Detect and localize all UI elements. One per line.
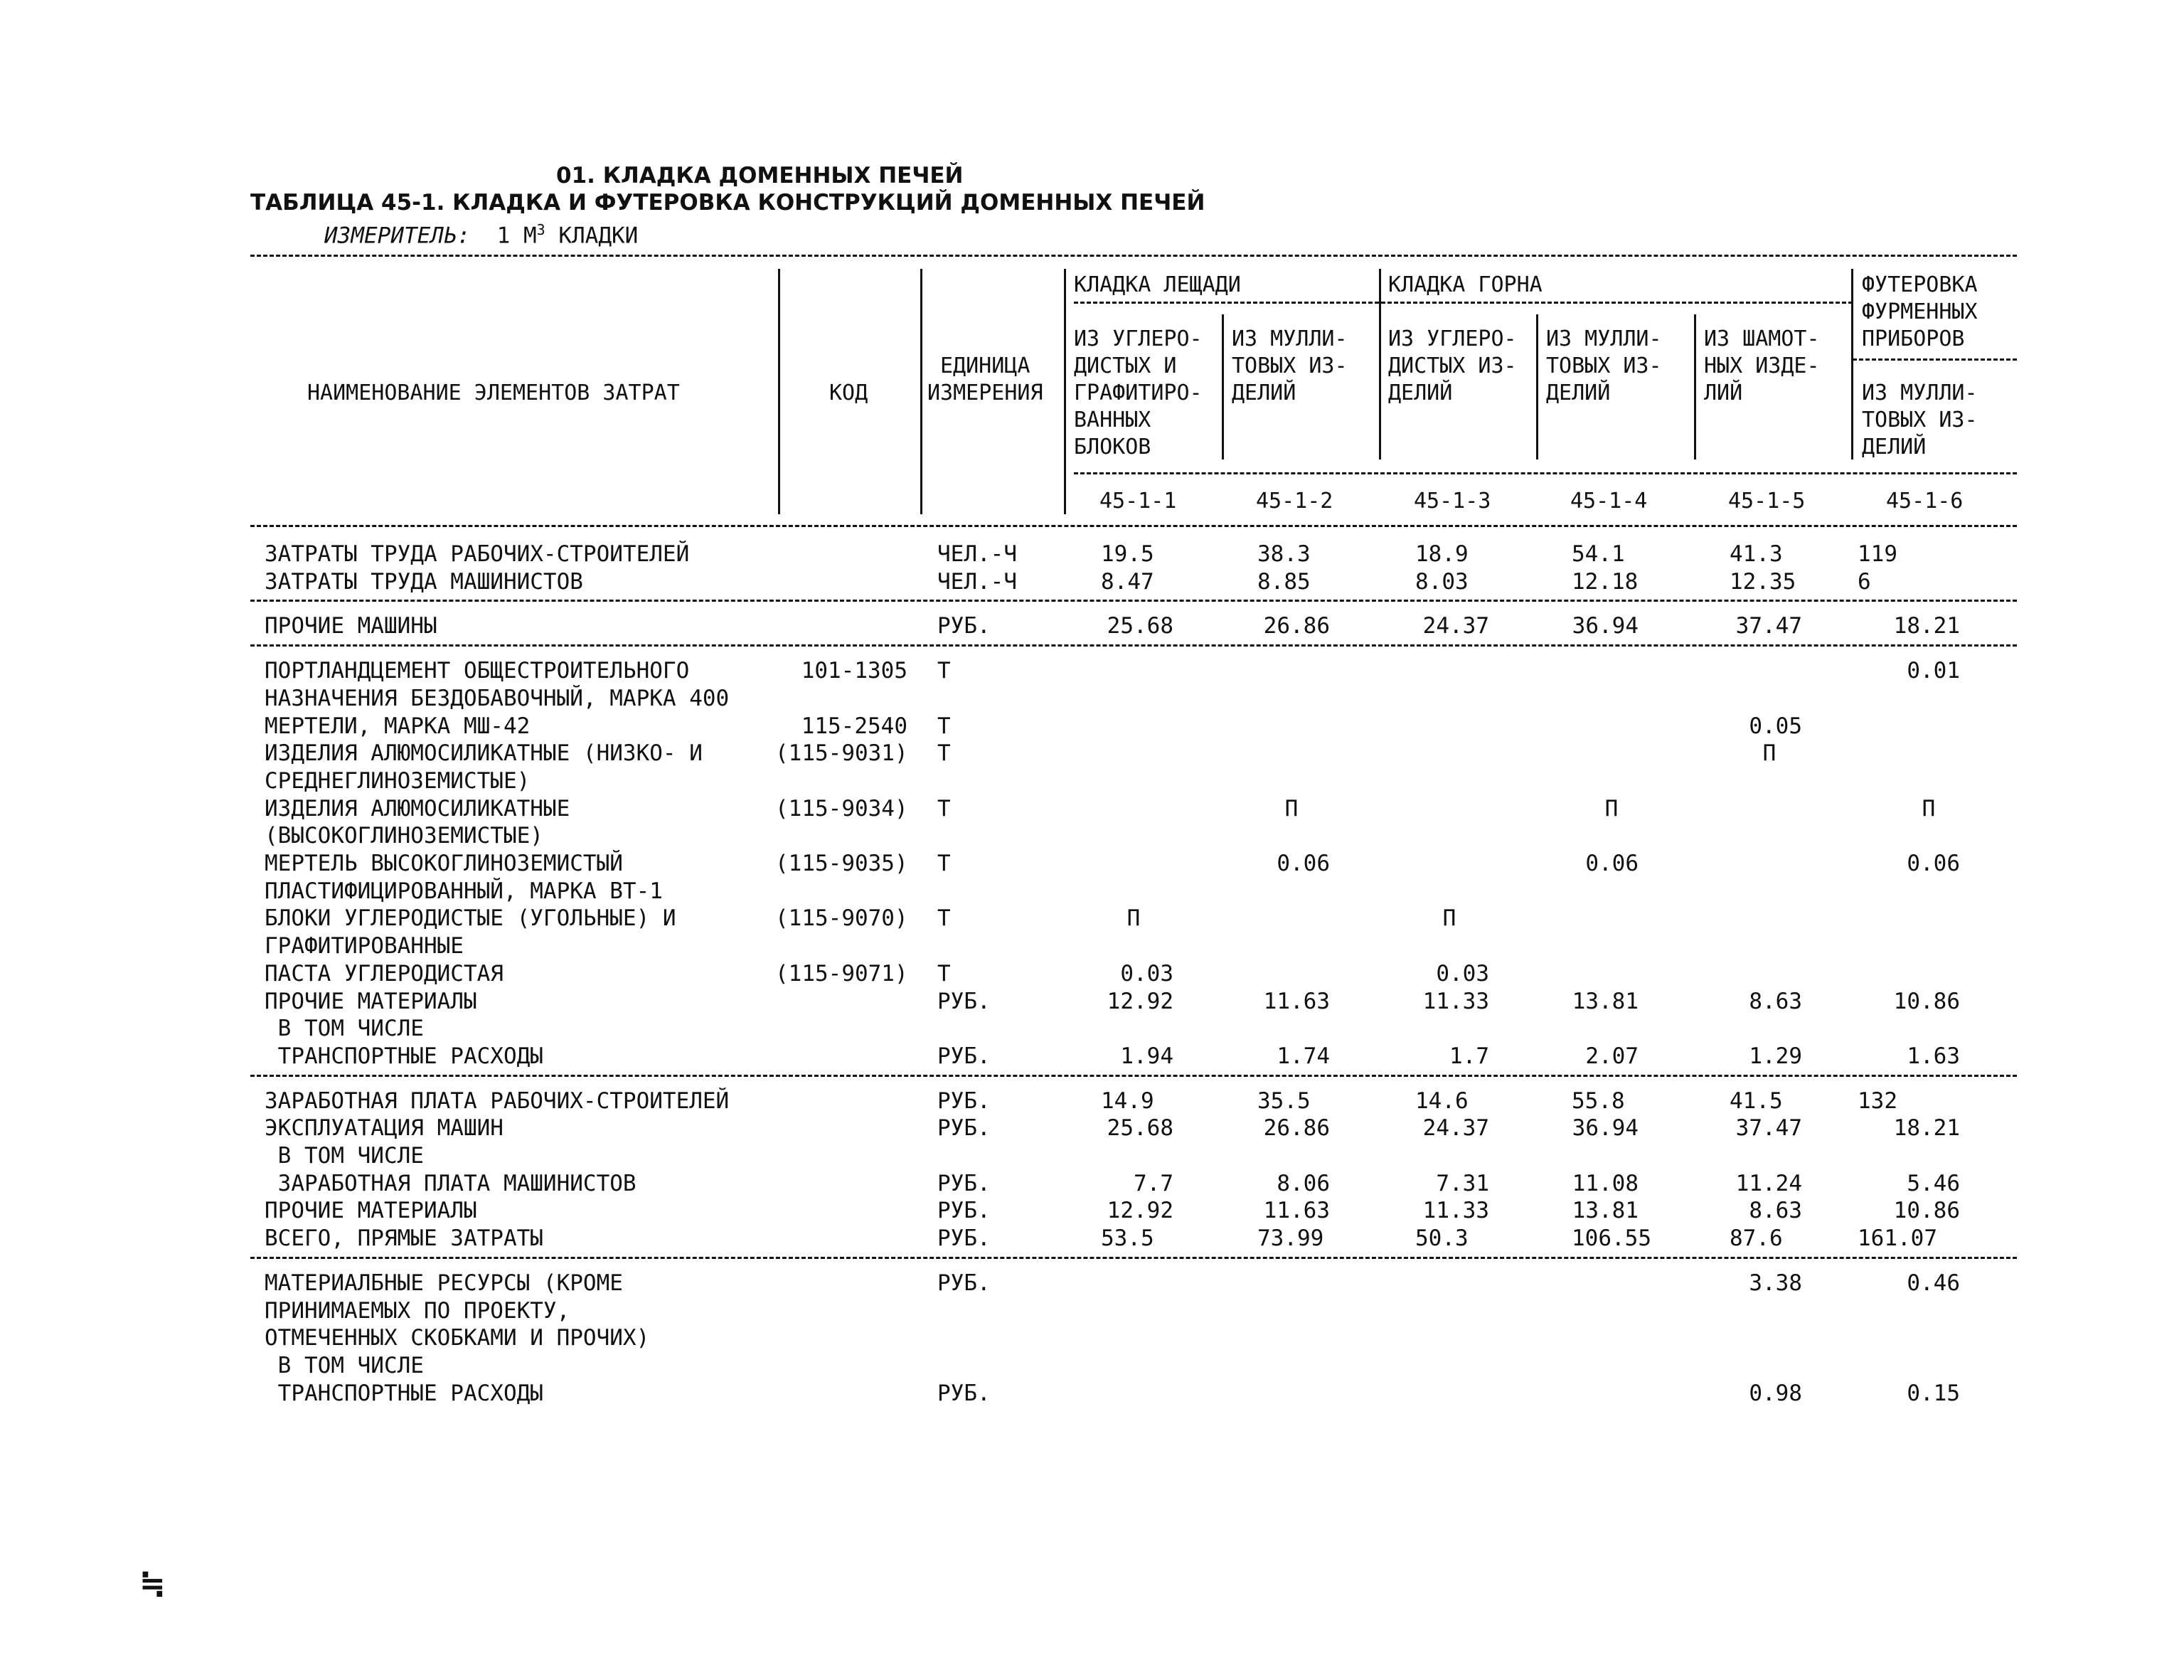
row-value: 11.63 [1263, 1198, 1330, 1223]
row-value: 18.21 [1893, 613, 1960, 639]
row-name: ВСЕГО, ПРЯМЫЕ ЗАТРАТЫ [265, 1226, 543, 1251]
row-value: 7.7 [1134, 1171, 1173, 1196]
row-name: ТРАНСПОРТНЫЕ РАСХОДЫ [265, 1043, 543, 1069]
row-value: 13.81 [1572, 989, 1639, 1014]
group-lining-header-1: ФУТЕРОВКА [1862, 272, 1978, 297]
section-separator [250, 600, 2017, 602]
measure-label: ИЗМЕРИТЕЛЬ: [324, 223, 471, 249]
row-code: (115-9070) [775, 905, 908, 931]
row-name: ОТМЕЧЕННЫХ СКОБКАМИ И ПРОЧИХ) [265, 1325, 650, 1351]
row-unit: РУБ. [937, 1381, 991, 1406]
col-code-label: 45-1-1 [1099, 489, 1177, 514]
subcol-1-line: ВАННЫХ [1074, 408, 1151, 432]
header-bottom-rule [250, 525, 2017, 527]
row-value: 1.29 [1749, 1043, 1802, 1069]
row-value: 12.92 [1107, 1198, 1173, 1223]
row-value: 11.08 [1572, 1171, 1639, 1196]
subcol-5-line: ИЗ ШАМОТ- [1704, 326, 1820, 351]
row-code: 115-2540 [801, 713, 907, 739]
row-value: 8.03 [1415, 569, 1469, 595]
row-value: 19.5 [1101, 541, 1154, 567]
row-value: П [1126, 905, 1141, 931]
row-unit: РУБ. [937, 989, 991, 1014]
lining-rule [1853, 358, 2017, 361]
row-value: 0.06 [1585, 851, 1639, 876]
subcol-3-line: ДЕЛИЙ [1388, 381, 1453, 405]
row-value: П [1284, 796, 1299, 822]
row-name: ПРОЧИЕ МАТЕРИАЛЫ [265, 1198, 477, 1223]
col-code-label: 45-1-6 [1886, 489, 1964, 514]
row-unit: РУБ. [937, 1226, 991, 1251]
row-unit: ЧЕЛ.-Ч [937, 541, 1017, 567]
row-value: 0.05 [1749, 713, 1802, 739]
row-name: ИЗДЕЛИЯ АЛЮМОСИЛИКАТНЫЕ [265, 796, 570, 822]
subcol-5-line: ЛИЙ [1704, 381, 1743, 405]
row-value: 11.24 [1735, 1171, 1802, 1196]
section-title: 01. КЛАДКА ДОМЕННЫХ ПЕЧЕЙ [556, 163, 964, 188]
row-value: 24.37 [1422, 613, 1489, 639]
subcol-1-line: ГРАФИТИРО- [1074, 381, 1203, 405]
row-value: 11.63 [1263, 989, 1330, 1014]
table-title: ТАБЛИЦА 45-1. КЛАДКА И ФУТЕРОВКА КОНСТРУКЦИЙ ДОМЕННЫХ ПЕЧЕЙ [250, 190, 1205, 216]
row-value: 1.74 [1277, 1043, 1330, 1069]
row-value: 5.46 [1907, 1171, 1960, 1196]
section-separator [250, 1257, 2017, 1259]
row-value: 14.9 [1101, 1088, 1154, 1114]
row-name: ПЛАСТИФИЦИРОВАННЫЙ, МАРКА ВТ-1 [265, 878, 663, 904]
row-value: 10.86 [1893, 1198, 1960, 1223]
row-value: 7.31 [1436, 1171, 1489, 1196]
row-value: 18.21 [1893, 1115, 1960, 1141]
col-code-label: 45-1-3 [1414, 489, 1491, 514]
row-value: 132 [1858, 1088, 1897, 1114]
subcol-6-line: ИЗ МУЛЛИ- [1862, 381, 1978, 405]
row-value: 37.47 [1735, 613, 1802, 639]
subcol-3-line: ИЗ УГЛЕРО- [1388, 326, 1517, 351]
row-value: 11.33 [1422, 1198, 1489, 1223]
page-mark: ≒ [139, 1565, 166, 1602]
subcol-3-line: ДИСТЫХ ИЗ- [1388, 353, 1517, 378]
subcol-2-line: ТОВЫХ ИЗ- [1232, 353, 1348, 378]
measure-sup: 3 [536, 221, 545, 238]
vbar-unit [1064, 269, 1066, 514]
row-unit: РУБ. [937, 1115, 991, 1141]
row-name: НАЗНАЧЕНИЯ БЕЗДОБАВОЧНЫЙ, МАРКА 400 [265, 686, 730, 711]
group-lining-header-2: ФУРМЕННЫХ [1862, 299, 1978, 324]
vbar-name [778, 269, 780, 514]
row-value: 8.47 [1101, 569, 1154, 595]
row-value: 1.63 [1907, 1043, 1960, 1069]
row-name: (ВЫСОКОГЛИНОЗЕМИСТЫЕ) [265, 823, 543, 849]
row-value: 161.07 [1858, 1226, 1937, 1251]
section-separator [250, 644, 2017, 647]
row-value: 0.03 [1120, 961, 1173, 987]
group-rule [1074, 302, 1853, 304]
row-value: 11.33 [1422, 989, 1489, 1014]
row-name: ЭКСПЛУАТАЦИЯ МАШИН [265, 1115, 504, 1141]
row-value: 3.38 [1749, 1270, 1802, 1296]
subcol-6-line: ДЕЛИЙ [1862, 435, 1927, 459]
row-unit: РУБ. [937, 1088, 991, 1114]
row-unit: Т [937, 740, 951, 766]
row-value: 8.06 [1277, 1171, 1330, 1196]
header-top-rule [250, 255, 2017, 257]
row-name: В ТОМ ЧИСЛЕ [265, 1353, 424, 1378]
row-unit: Т [937, 658, 951, 684]
row-code: 101-1305 [801, 658, 907, 684]
row-unit: Т [937, 713, 951, 739]
row-value: 26.86 [1263, 1115, 1330, 1141]
codes-rule [1074, 472, 2017, 474]
row-value: П [1604, 796, 1619, 822]
row-name: ЗАРАБОТНАЯ ПЛАТА РАБОЧИХ-СТРОИТЕЛЕЙ [265, 1088, 730, 1114]
vbar-c1 [1222, 314, 1224, 459]
row-unit: РУБ. [937, 1270, 991, 1296]
row-value: 0.06 [1907, 851, 1960, 876]
vbar-code [920, 269, 922, 514]
col-code-label: 45-1-2 [1256, 489, 1333, 514]
row-value: 41.5 [1730, 1088, 1783, 1114]
vbar-c5 [1851, 269, 1853, 459]
subcol-2-line: ДЕЛИЙ [1232, 381, 1296, 405]
row-name: БЛОКИ УГЛЕРОДИСТЫЕ (УГОЛЬНЫЕ) И [265, 905, 676, 931]
row-value: 18.9 [1415, 541, 1469, 567]
row-unit: РУБ. [937, 1043, 991, 1069]
row-name: ИЗДЕЛИЯ АЛЮМОСИЛИКАТНЫЕ (НИЗКО- И [265, 740, 703, 766]
row-value: 54.1 [1572, 541, 1625, 567]
subcol-1-line: ДИСТЫХ И [1074, 353, 1177, 378]
row-value: 55.8 [1572, 1088, 1625, 1114]
row-value: 13.81 [1572, 1198, 1639, 1223]
group-lining-header-3: ПРИБОРОВ [1862, 326, 1965, 351]
row-value: 25.68 [1107, 1115, 1173, 1141]
row-name: МЕРТЕЛЬ ВЫСОКОГЛИНОЗЕМИСТЫЙ [265, 851, 623, 876]
col-code-header: КОД [829, 381, 868, 405]
row-value: 1.94 [1120, 1043, 1173, 1069]
subcol-5-line: НЫХ ИЗДЕ- [1704, 353, 1820, 378]
row-value: 36.94 [1572, 613, 1639, 639]
row-value: 8.85 [1257, 569, 1311, 595]
row-value: 0.06 [1277, 851, 1330, 876]
col-code-label: 45-1-4 [1570, 489, 1648, 514]
row-unit: ЧЕЛ.-Ч [937, 569, 1017, 595]
row-value: П [1762, 740, 1777, 766]
row-value: 35.5 [1257, 1088, 1311, 1114]
row-unit: Т [937, 796, 951, 822]
row-value: 0.98 [1749, 1381, 1802, 1406]
row-name: ПРОЧИЕ МАТЕРИАЛЫ [265, 989, 477, 1014]
row-value: 50.3 [1415, 1226, 1469, 1251]
section-separator [250, 1075, 2017, 1077]
row-value: П [1442, 905, 1456, 931]
group-hearth-header: КЛАДКА ЛЕЩАДИ [1074, 272, 1241, 297]
subcol-4-line: ИЗ МУЛЛИ- [1546, 326, 1662, 351]
col-name-header: НАИМЕНОВАНИЕ ЭЛЕМЕНТОВ ЗАТРАТ [307, 381, 680, 405]
row-value: 36.94 [1572, 1115, 1639, 1141]
row-value: 41.3 [1730, 541, 1783, 567]
subcol-1-line: БЛОКОВ [1074, 435, 1151, 459]
row-name: ЗАТРАТЫ ТРУДА РАБОЧИХ-СТРОИТЕЛЕЙ [265, 541, 690, 567]
row-value: 73.99 [1257, 1226, 1324, 1251]
row-name: ЗАТРАТЫ ТРУДА МАШИНИСТОВ [265, 569, 583, 595]
row-unit: Т [937, 851, 951, 876]
row-value: 25.68 [1107, 613, 1173, 639]
subcol-2-line: ИЗ МУЛЛИ- [1232, 326, 1348, 351]
row-unit: РУБ. [937, 1171, 991, 1196]
row-value: 0.01 [1907, 658, 1960, 684]
row-name: В ТОМ ЧИСЛЕ [265, 1016, 424, 1041]
row-code: (115-9031) [775, 740, 908, 766]
row-value: 0.03 [1436, 961, 1489, 987]
row-name: ПОРТЛАНДЦЕМЕНТ ОБЩЕСТРОИТЕЛЬНОГО [265, 658, 690, 684]
vbar-c3 [1536, 314, 1538, 459]
vbar-c4 [1694, 314, 1696, 459]
row-value: 8.63 [1749, 1198, 1802, 1223]
vbar-c2 [1379, 269, 1381, 459]
row-value: 12.92 [1107, 989, 1173, 1014]
subcol-4-line: ТОВЫХ ИЗ- [1546, 353, 1662, 378]
measure-tail: КЛАДКИ [558, 223, 639, 249]
col-unit-header-1: ЕДИНИЦА [940, 353, 1030, 378]
row-name: ПРОЧИЕ МАШИНЫ [265, 613, 437, 639]
row-name: СРЕДНЕГЛИНОЗЕМИСТЫЕ) [265, 768, 531, 794]
row-value: 1.7 [1449, 1043, 1489, 1069]
row-code: (115-9034) [775, 796, 908, 822]
measure-line [324, 216, 638, 249]
row-name: ПАСТА УГЛЕРОДИСТАЯ [265, 961, 504, 987]
row-value: 26.86 [1263, 613, 1330, 639]
subcol-6-line: ТОВЫХ ИЗ- [1862, 408, 1978, 432]
row-value: 38.3 [1257, 541, 1311, 567]
row-value: 87.6 [1730, 1226, 1783, 1251]
subcol-1-line: ИЗ УГЛЕРО- [1074, 326, 1203, 351]
row-name: МАТЕРИАЛБНЫЕ РЕСУРСЫ (КРОМЕ [265, 1270, 623, 1296]
col-unit-header-2: ИЗМЕРЕНИЯ [927, 381, 1043, 405]
row-value: 24.37 [1422, 1115, 1489, 1141]
subcol-4-line: ДЕЛИЙ [1546, 381, 1611, 405]
row-value: 6 [1858, 569, 1871, 595]
row-name: В ТОМ ЧИСЛЕ [265, 1143, 424, 1169]
row-unit: Т [937, 905, 951, 931]
row-value: 10.86 [1893, 989, 1960, 1014]
row-code: (115-9035) [775, 851, 908, 876]
row-value: 53.5 [1101, 1226, 1154, 1251]
row-value: 8.63 [1749, 989, 1802, 1014]
row-value: 12.35 [1730, 569, 1796, 595]
row-value: 0.46 [1907, 1270, 1960, 1296]
row-value: 106.55 [1572, 1226, 1651, 1251]
row-value: 37.47 [1735, 1115, 1802, 1141]
col-code-label: 45-1-5 [1728, 489, 1806, 514]
row-name: МЕРТЕЛИ, МАРКА МШ-42 [265, 713, 531, 739]
row-unit: Т [937, 961, 951, 987]
row-value: 0.15 [1907, 1381, 1960, 1406]
row-value: 2.07 [1585, 1043, 1639, 1069]
row-name: ГРАФИТИРОВАННЫЕ [265, 933, 464, 959]
row-name: ПРИНИМАЕМЫХ ПО ПРОЕКТУ, [265, 1298, 570, 1324]
row-value: 119 [1858, 541, 1897, 567]
row-unit: РУБ. [937, 613, 991, 639]
measure-value: 1 М [496, 223, 537, 249]
row-value: 14.6 [1415, 1088, 1469, 1114]
row-unit: РУБ. [937, 1198, 991, 1223]
row-value: П [1922, 796, 1936, 822]
group-furnace-header: КЛАДКА ГОРНА [1388, 272, 1543, 297]
row-code: (115-9071) [775, 961, 908, 987]
row-name: ЗАРАБОТНАЯ ПЛАТА МАШИНИСТОВ [265, 1171, 636, 1196]
row-value: 12.18 [1572, 569, 1639, 595]
row-name: ТРАНСПОРТНЫЕ РАСХОДЫ [265, 1381, 543, 1406]
